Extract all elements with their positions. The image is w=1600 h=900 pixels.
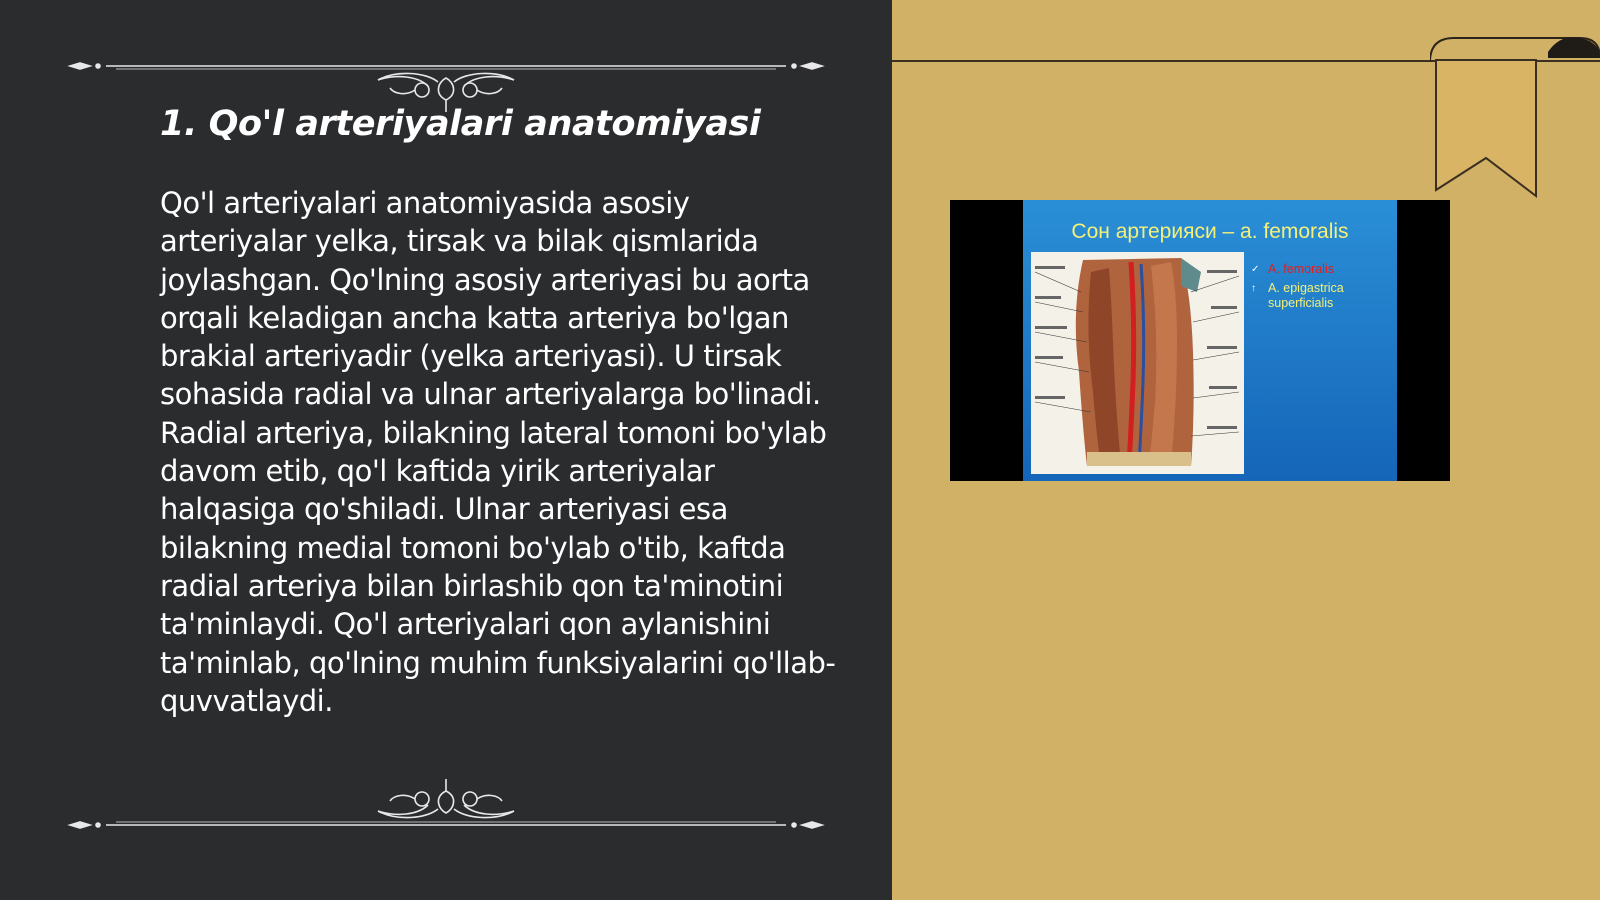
slide-title: 1. Qo'l arteriyalari anatomiyasi: [160, 104, 761, 144]
embedded-slide-content: [1023, 200, 1397, 481]
bookmark-icon: [1430, 30, 1600, 210]
top-ornament-icon: [66, 52, 826, 112]
bottom-ornament-icon: [66, 775, 826, 835]
embedded-bullet-2: ↑ A. epigastrica superficialis: [1251, 281, 1344, 310]
embedded-bullet-1: ✓ A. femoralis: [1251, 262, 1334, 276]
embedded-slide-bullets: [1251, 262, 1391, 315]
anatomy-illustration: [1031, 252, 1244, 474]
embedded-slide-title: Сон артерияси – a. femoralis: [1071, 220, 1349, 243]
slide-body-text: Qo'l arteriyalari anatomiyasida asosiy arteriyalar yelka, tirsak va bilak qismlarida joylashgan. Qo'lning asosiy arteriyasi bu aorta orqali keladigan ancha katta arteriya bo'lgan brakial arteriyadir (yelka arteriyasi). U tirsak sohasida radial va ulnar arteriyalarga bo'linadi. Radial arteriya, bilakning lateral tomoni bo'ylab davom etib, qo'l kaftida yirik arteriyalar halqasiga qo'shiladi. Ulnar arteriyasi esa bilakning medial tomoni bo'ylab o'tib, kaftda radial arteriya bilan birlashib qon ta'minotini ta'minlaydi. Qo'l arteriyalari qon aylanishini ta'minlab, qo'lning muhim funksiyalarini qo'llab-quvvatlaydi.: [160, 186, 836, 718]
anatomy-illustration-icon: [1031, 252, 1244, 474]
embedded-slide-image: [950, 200, 1450, 481]
